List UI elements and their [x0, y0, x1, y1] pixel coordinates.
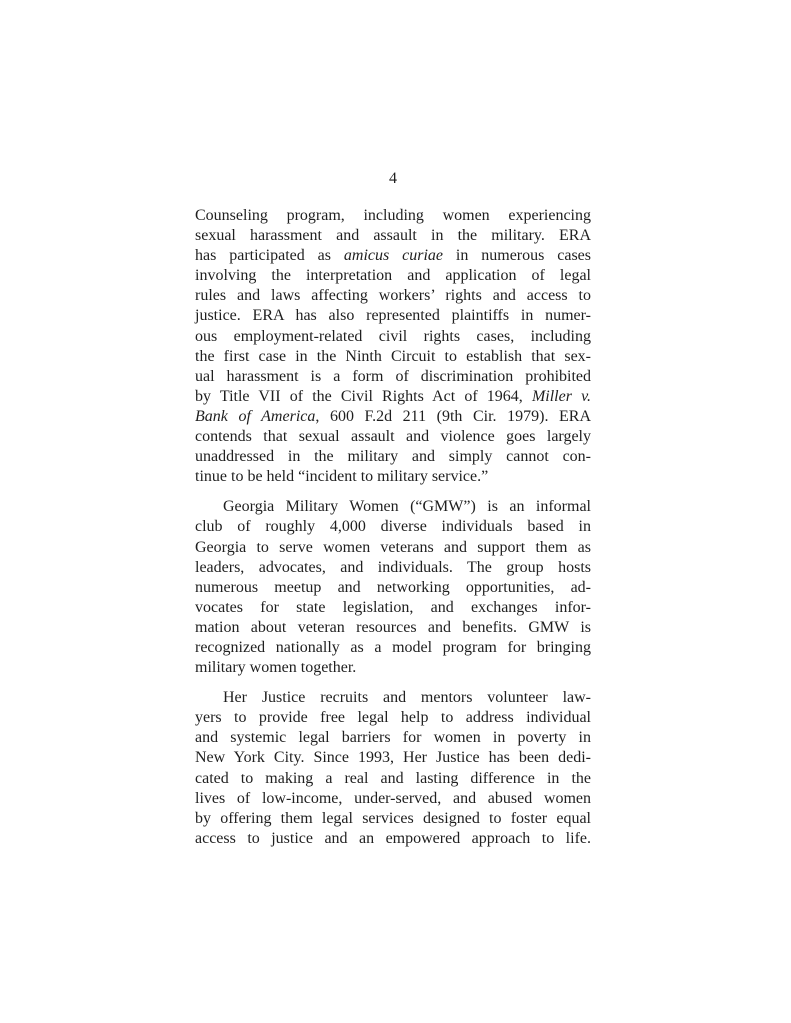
text-line — [195, 206, 591, 226]
text-line — [195, 728, 591, 748]
text-line — [195, 618, 591, 638]
text-line — [195, 708, 591, 728]
text-line — [195, 497, 591, 517]
text-line — [195, 578, 591, 598]
text-run: numerous meetup and networking opportunities, ad- — [195, 578, 591, 596]
text-line — [195, 226, 591, 246]
text-line — [195, 658, 591, 678]
text-line — [195, 517, 591, 537]
text-line — [195, 266, 591, 286]
italic-text-run: Miller v. — [531, 387, 592, 405]
text-run: club of roughly 4,000 diverse individuals based in — [195, 518, 591, 536]
text-line — [195, 306, 591, 326]
text-run: contends that sexual assault and violence goes largely — [195, 428, 591, 446]
text-line — [195, 748, 591, 768]
text-run: ual harassment is a form of discrimination prohibited — [195, 367, 591, 385]
text-run: unaddressed in the military and simply cannot con- — [195, 448, 591, 466]
text-run: mation about veteran resources and benefits. GMW is — [195, 618, 591, 636]
page-number: 4 — [389, 170, 397, 187]
text-line — [195, 558, 591, 578]
text-run: vocates for state legislation, and exchanges infor- — [195, 598, 591, 616]
body-text — [195, 206, 591, 849]
text-run: access to justice and an empowered approach to life. — [195, 829, 591, 847]
text-run: has participated as — [195, 247, 344, 265]
text-run: Georgia to serve women veterans and support them as — [195, 538, 591, 556]
text-line — [195, 809, 591, 829]
text-line — [195, 829, 591, 849]
italic-text-run: amicus curiae — [343, 247, 443, 265]
text-run: Her Justice recruits and mentors volunteer law- — [223, 689, 591, 707]
text-run: in numerous cases — [443, 247, 592, 265]
text-line — [195, 246, 591, 266]
paragraph — [195, 206, 591, 487]
text-line — [195, 538, 591, 558]
text-run: tinue to be held “incident to military service.” — [195, 468, 489, 486]
text-run: military women together. — [195, 659, 357, 677]
text-run: involving the interpretation and application of legal — [195, 267, 591, 285]
text-run: New York City. Since 1993, Her Justice has been dedi- — [195, 749, 591, 767]
text-line — [195, 387, 591, 407]
paragraph — [195, 688, 591, 849]
text-line — [195, 789, 591, 809]
text-run: and systemic legal barriers for women in poverty in — [195, 729, 591, 747]
text-line — [195, 286, 591, 306]
text-run: sexual harassment and assault in the military. ERA — [195, 227, 591, 245]
text-run: cated to making a real and lasting difference in the — [195, 769, 591, 787]
text-run: by offering them legal services designed to foster equal — [195, 809, 591, 827]
text-run: Georgia Military Women (“GMW”) is an informal — [223, 498, 591, 516]
text-run: , 600 F.2d 211 (9th Cir. 1979). ERA — [315, 407, 592, 425]
text-line — [195, 688, 591, 708]
text-run: recognized nationally as a model program for bringing — [195, 638, 591, 656]
text-run: the first case in the Ninth Circuit to establish that sex- — [195, 347, 591, 365]
text-run: Counseling program, including women experiencing — [195, 207, 591, 224]
italic-text-run: Bank of America — [195, 407, 316, 425]
paragraph — [195, 497, 591, 678]
text-run: leaders, advocates, and individuals. The group hosts — [195, 558, 591, 576]
text-line — [195, 427, 591, 447]
text-run: rules and laws affecting workers’ rights and access to — [195, 287, 591, 305]
text-line — [195, 327, 591, 347]
text-line — [195, 598, 591, 618]
text-line — [195, 769, 591, 789]
text-run: yers to provide free legal help to address individual — [195, 709, 591, 727]
text-line — [195, 447, 591, 467]
text-run: lives of low-income, under-served, and abused women — [195, 789, 591, 807]
text-run: justice. ERA has also represented plaintiffs in numer- — [195, 307, 591, 325]
text-run: by Title VII of the Civil Rights Act of 1964, — [195, 387, 532, 405]
text-run: ous employment-related civil rights cases, including — [195, 327, 591, 345]
text-line — [195, 407, 591, 427]
text-line — [195, 467, 591, 487]
text-line — [195, 347, 591, 367]
text-line — [195, 367, 591, 387]
text-line — [195, 638, 591, 658]
